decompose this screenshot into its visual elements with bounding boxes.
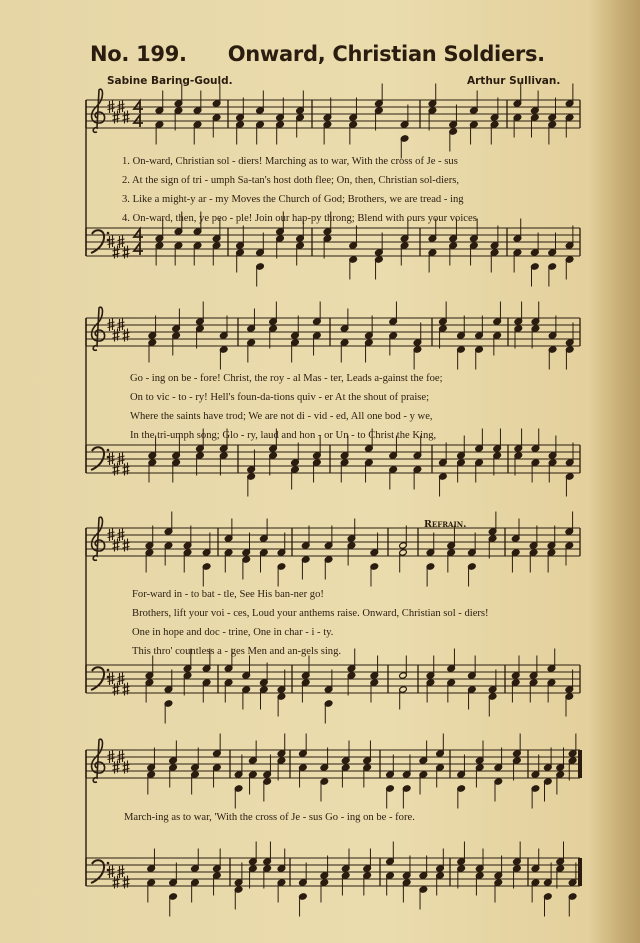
treble-clef — [92, 517, 105, 560]
lyric-line: 3. Like a might-y ar - my Moves the Church of God; Brothers, we are tread - ing — [122, 194, 464, 205]
sharp-sign — [113, 683, 120, 696]
sharp-sign — [123, 539, 130, 552]
lyric-line: 1. On-ward, Christian sol - diers! Marching as to war, With the cross of Je - sus — [122, 156, 458, 167]
sharp-sign — [113, 539, 120, 552]
sharp-sign — [123, 876, 130, 889]
sharp-sign — [113, 246, 120, 259]
lyricist: Sabine Baring-Gould. — [107, 75, 233, 87]
lyric-line: This thro' countless a - ges Men and an-gels sing. — [132, 646, 342, 657]
sharp-sign — [123, 761, 130, 774]
lyric-line: In the tri-umph song; Glo - ry, laud and hon - or Un - to Christ the King, — [130, 430, 437, 441]
sharp-sign — [123, 463, 130, 476]
lyrics-system-3 — [132, 585, 602, 661]
lyric-line: Brothers, lift your voi - ces, Loud your anthems raise. Onward, Christian sol - diers! — [132, 608, 489, 619]
sharp-sign — [123, 683, 130, 696]
lyrics-system-4 — [124, 808, 594, 827]
sharp-sign — [113, 111, 120, 124]
treble-clef — [92, 89, 105, 132]
sharp-sign — [123, 246, 130, 259]
composer: Arthur Sullivan. — [467, 75, 561, 87]
sharp-sign — [113, 463, 120, 476]
refrain-label: Refrain. — [424, 519, 467, 530]
bass-clef-dot — [107, 449, 110, 452]
hymn-title: Onward, Christian Soldiers. — [227, 42, 545, 66]
sharp-sign — [113, 876, 120, 889]
lyric-line: For-ward in - to bat - tle, See His ban-ner go! — [132, 589, 324, 600]
lyric-line: One in hope and doc - trine, One in char - i - ty. — [132, 627, 334, 638]
hymn-number: No. 199. — [90, 42, 187, 66]
lyrics-system-1 — [122, 152, 592, 228]
lyric-line: 2. At the sign of tri - umph Sa-tan's host doth flee; On, then, Christian sol-diers, — [122, 175, 460, 186]
treble-clef — [92, 739, 105, 782]
lyric-line: Go - ing on be - fore! Christ, the roy - al Mas - ter, Leads a-gainst the foe; — [130, 373, 443, 384]
treble-clef — [92, 307, 105, 350]
sharp-sign — [123, 111, 130, 124]
sharp-sign — [113, 761, 120, 774]
bass-clef-dot — [107, 862, 110, 865]
bass-clef-dot — [107, 669, 110, 672]
lyric-line: 4. On-ward, then, ye peo - ple! Join our hap-py throng; Blend with ours your voices — [122, 213, 477, 224]
sharp-sign — [123, 329, 130, 342]
lyric-line: March-ing as to war, 'With the cross of Je - sus Go - ing on be - fore. — [124, 812, 415, 823]
lyric-line: Where the saints have trod; We are not di - vid - ed, All one bod - y we, — [130, 411, 433, 422]
lyric-line: On to vic - to - ry! Hell's foun-da-tions quiv - er At the shout of praise; — [130, 392, 430, 403]
lyrics-system-2 — [130, 369, 600, 445]
sharp-sign — [113, 329, 120, 342]
bass-clef-dot — [107, 232, 110, 235]
